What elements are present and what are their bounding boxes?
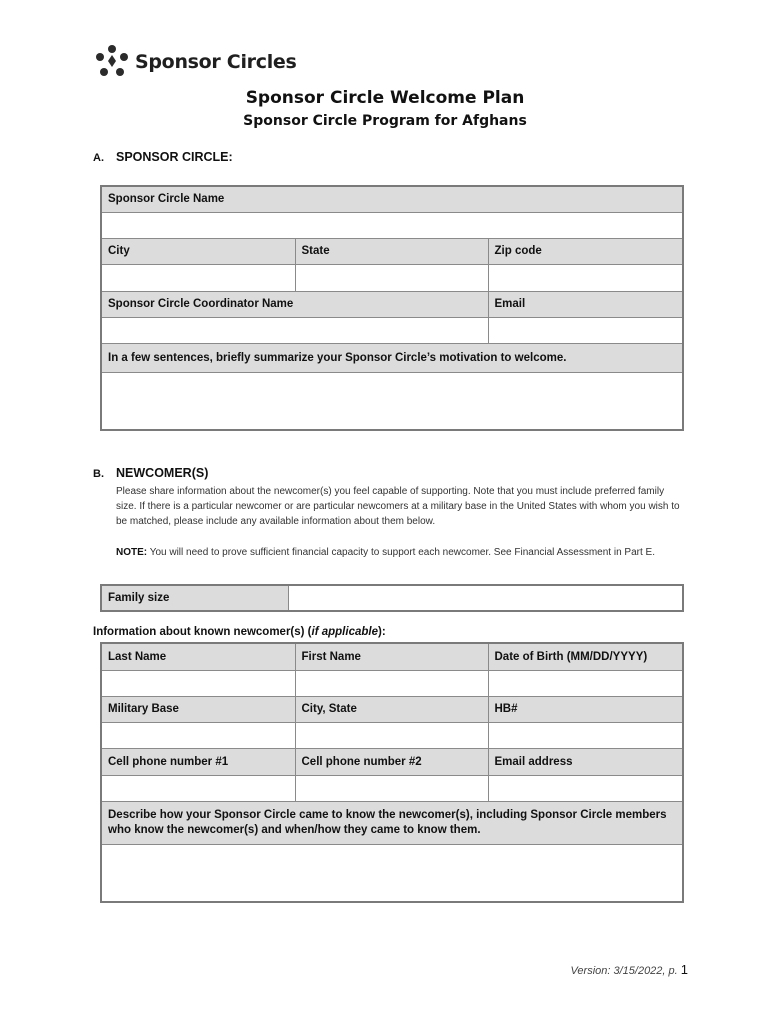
city-state-label: City, State bbox=[295, 696, 488, 722]
page-number: 1 bbox=[680, 962, 688, 977]
military-base-input[interactable] bbox=[101, 722, 295, 748]
email-input[interactable] bbox=[488, 317, 683, 343]
known-label-italic: if applicable bbox=[311, 626, 378, 638]
section-a-letter: A. bbox=[93, 152, 104, 164]
known-newcomers-table bbox=[100, 642, 684, 903]
section-a-title: SPONSOR CIRCLE: bbox=[116, 150, 233, 164]
state-input[interactable] bbox=[295, 264, 488, 291]
note-label: NOTE: bbox=[116, 547, 148, 558]
known-newcomers-label bbox=[93, 626, 386, 638]
city-input[interactable] bbox=[101, 264, 295, 291]
state-label: State bbox=[295, 238, 488, 264]
known-label-end: ): bbox=[377, 626, 386, 638]
motivation-label: In a few sentences, briefly summarize your Sponsor Circle’s motivation to welcome. bbox=[101, 343, 683, 372]
cell1-input[interactable] bbox=[101, 775, 295, 801]
section-b-heading bbox=[93, 466, 208, 480]
hb-input[interactable] bbox=[488, 722, 683, 748]
zip-input[interactable] bbox=[488, 264, 683, 291]
coordinator-label: Sponsor Circle Coordinator Name bbox=[101, 291, 488, 317]
note-text: You will need to prove sufficient financial capacity to support each newcomer. See Financial Assessment in Part E. bbox=[147, 547, 655, 558]
cell2-label: Cell phone number #2 bbox=[295, 748, 488, 775]
dob-label: Date of Birth (MM/DD/YYYY) bbox=[488, 643, 683, 670]
section-b-letter: B. bbox=[93, 468, 104, 480]
dob-input[interactable] bbox=[488, 670, 683, 696]
email-address-input[interactable] bbox=[488, 775, 683, 801]
last-name-input[interactable] bbox=[101, 670, 295, 696]
military-base-label: Military Base bbox=[101, 696, 295, 722]
email-label: Email bbox=[488, 291, 683, 317]
logo-text: Sponsor Circles bbox=[135, 51, 297, 73]
cell2-input[interactable] bbox=[295, 775, 488, 801]
city-state-input[interactable] bbox=[295, 722, 488, 748]
family-size-table bbox=[100, 584, 684, 612]
circle-name-input[interactable] bbox=[101, 212, 683, 238]
describe-label: Describe how your Sponsor Circle came to know the newcomer(s), including Sponsor Circle members who know the newcomer(s) and when/how they came to know them. bbox=[101, 801, 683, 844]
known-label-start: Information about known newcomer(s) ( bbox=[93, 626, 312, 638]
last-name-label: Last Name bbox=[101, 643, 295, 670]
first-name-input[interactable] bbox=[295, 670, 488, 696]
newcomer-intro: Please share information about the newcomer(s) you feel capable of supporting. Note that you must include preferred family size. If there is a particular newcomer or are particular newcomers at a military base in the United States with whom you wish to be matched, please include any available information about them below. bbox=[116, 486, 680, 527]
sponsor-circle-table bbox=[100, 185, 684, 431]
section-a-heading bbox=[93, 150, 233, 164]
email-address-label: Email address bbox=[488, 748, 683, 775]
family-size-label: Family size bbox=[101, 585, 288, 611]
describe-input[interactable] bbox=[101, 844, 683, 902]
circle-name-label: Sponsor Circle Name bbox=[101, 186, 683, 212]
coordinator-input[interactable] bbox=[101, 317, 488, 343]
page-subtitle: Sponsor Circle Program for Afghans bbox=[243, 113, 527, 129]
version-text: Version: 3/15/2022, p. bbox=[570, 965, 681, 977]
page-title: Sponsor Circle Welcome Plan bbox=[245, 88, 525, 108]
family-size-input[interactable] bbox=[288, 585, 683, 611]
cell1-label: Cell phone number #1 bbox=[101, 748, 295, 775]
financial-note bbox=[116, 545, 681, 560]
section-b-title: NEWCOMER(S) bbox=[116, 466, 209, 480]
star-of-people-icon bbox=[94, 44, 130, 80]
first-name-label: First Name bbox=[295, 643, 488, 670]
city-label: City bbox=[101, 238, 295, 264]
motivation-input[interactable] bbox=[101, 372, 683, 430]
zip-label: Zip code bbox=[488, 238, 683, 264]
version-footer bbox=[570, 962, 688, 977]
logo bbox=[94, 44, 297, 80]
hb-label: HB# bbox=[488, 696, 683, 722]
